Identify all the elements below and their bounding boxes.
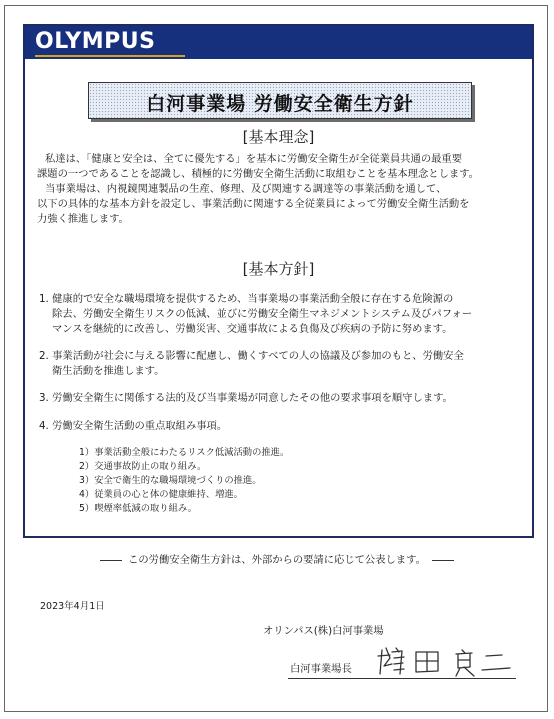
- policy-item-1-line: 除去、労働安全衛生リスクの低減、並びに労働安全衛生マネジメントシステム及びパフォー: [52, 308, 473, 320]
- policy-heading: [基本方針]: [242, 260, 315, 278]
- title-box: [88, 82, 472, 119]
- page-title: 白河事業場 労働安全衛生方針: [146, 93, 414, 115]
- policy-item-2-line: 衛生活動を推進します。: [52, 365, 165, 377]
- policy-item-2-line: 2. 事業活動が社会に与える影響に配慮し、働くすべての人の協議及び参加のもと、労働安全: [39, 350, 464, 362]
- philosophy-line: 私達は、「健康と安全は、全てに優先する」を基本に労働安全衛生が全従業員共通の最重要: [45, 153, 463, 165]
- philosophy-line: 力強く推進します。: [37, 213, 129, 225]
- philosophy-line: 以下の具体的な基本方針を設定し、事業活動に関連する全従業員によって労働安全衛生活動を: [37, 198, 470, 210]
- notice-dash-left: [100, 560, 122, 561]
- philosophy-heading: [基本理念]: [242, 128, 315, 146]
- policy-item-1-line: 1. 健康的で安全な職場環境を提供するため、当事業場の事業活動全般に存在する危険源の: [39, 293, 454, 305]
- philosophy-line: 課題の一つであることを認識し、積極的に労働安全衛生活動に取組むことを基本理念とします。: [37, 168, 479, 180]
- notice-text: この労働安全衛生方針は、外部からの要請に応じて公表します。: [128, 554, 426, 566]
- signatory-title: 白河事業場長: [290, 663, 352, 675]
- policy-item-3: 3. 労働安全衛生に関係する法的及び当事業場が同意したその他の要求事項を順守します。: [39, 392, 453, 404]
- priority-item: 5）喫煙率低減の取り組み。: [79, 503, 198, 514]
- priority-item: 3）安全で衛生的な職場環境づくりの推進。: [79, 475, 262, 486]
- signature-line: [288, 678, 516, 679]
- handwritten-signature: [376, 644, 516, 680]
- policy-item-4: 4. 労働安全衛生活動の重点取組み事項。: [39, 420, 228, 432]
- priority-item: 2）交通事故防止の取り組み。: [79, 461, 207, 472]
- logo-accent-line: [35, 55, 185, 57]
- philosophy-line: 当事業場は、内視鏡関連製品の生産、修理、及び関連する調達等の事業活動を通して、: [45, 183, 447, 195]
- priority-item: 4）従業員の心と体の健康維持、増進。: [79, 489, 243, 500]
- policy-frame: [23, 24, 534, 538]
- priority-item: 1）事業活動全般にわたるリスク低減活動の推進。: [79, 447, 290, 458]
- logo-bar: [25, 26, 532, 59]
- organization-name: オリンパス(株)白河事業場: [263, 625, 384, 637]
- policy-item-1-line: マンスを継続的に改善し、労働災害、交通事故による負傷及び疾病の予防に努めます。: [52, 323, 453, 335]
- olympus-logo: OLYMPUS: [35, 29, 156, 54]
- notice-dash-right: [432, 560, 454, 561]
- publication-notice: [0, 551, 554, 566]
- issue-date: 2023年4月1日: [40, 601, 105, 612]
